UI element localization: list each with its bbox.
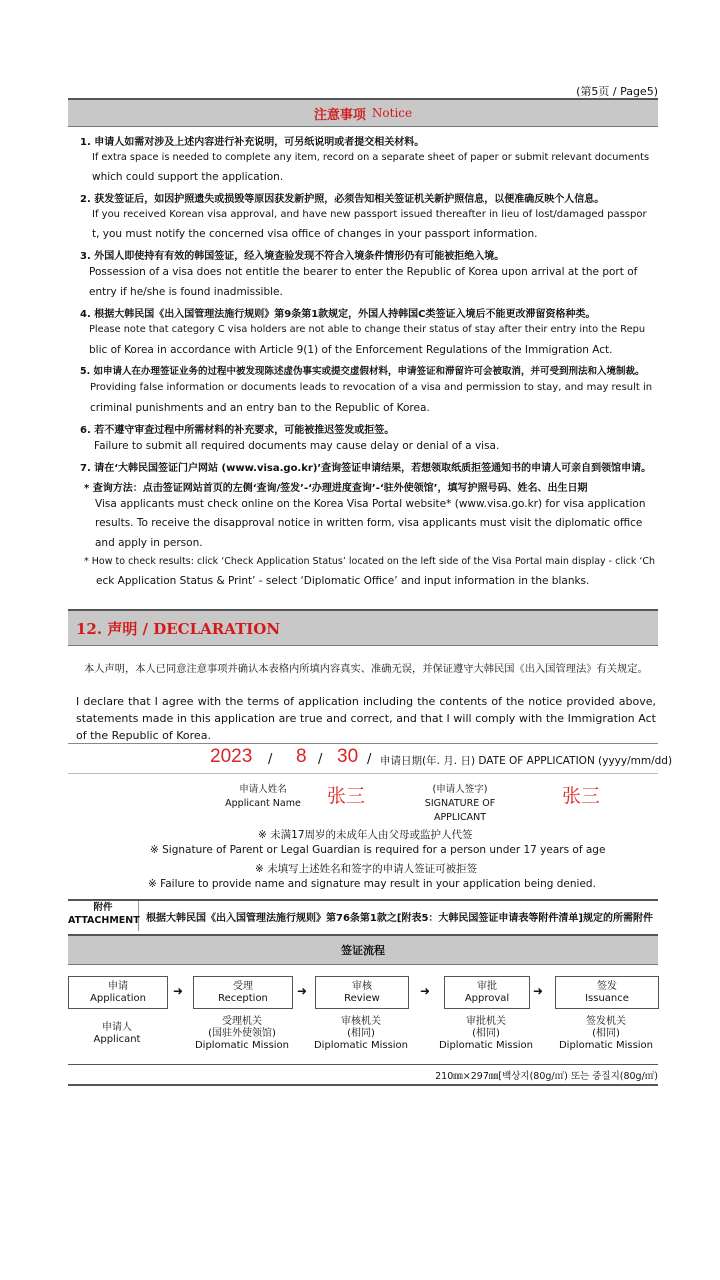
divider bbox=[68, 1064, 658, 1065]
flow-who-issuance: 签发机关 (相同) Diplomatic Mission bbox=[558, 1016, 654, 1051]
notice-header bbox=[68, 98, 658, 127]
notice-line: * 查询方法：点击签证网站首页的左侧‘查询/签发’-‘办理进度查询’-‘驻外使领馆’，填写护照号码、姓名、出生日期 bbox=[84, 483, 588, 494]
notice-line: If you received Korean visa approval, and have new passport issued thereafter in lieu of lost/damaged passpor bbox=[92, 209, 647, 220]
flow-who-application: 申请人 Applicant bbox=[93, 1022, 141, 1045]
notice-title-zh: 注意事项 bbox=[313, 107, 366, 123]
notice-line: If extra space is needed to complete any item, record on a separate sheet of paper or submit relevant documents bbox=[92, 152, 650, 163]
date-separator: / bbox=[268, 752, 273, 767]
flow-step-approval: 审批 Approval bbox=[444, 976, 530, 1009]
flow-step-issuance: 签发 Issuance bbox=[555, 976, 659, 1009]
notice-line: 7. 请在‘大韩民国签证门户网站 (www.visa.go.kr)’查询签证申请结果，若想领取纸质拒签通知书的申请人可亲自到领馆申请。 bbox=[80, 463, 652, 474]
notice-line: Please note that category C visa holders are not able to change their status of stay after their entry into the Repu bbox=[89, 324, 645, 335]
notice-line: t, you must notify the concerned visa office of changes in your passport information. bbox=[92, 228, 538, 240]
date-label: 申请日期(年. 月. 日) DATE OF APPLICATION (yyyy/mm/dd) bbox=[380, 755, 673, 767]
notice-line: results. To receive the disapproval notice in written form, visa applicants must visit the diplomatic office bbox=[95, 517, 643, 529]
attachment-text: 根据大韩民国《出入国管理法施行规则》第76条第1款之[附表5：大韩民国签证申请表等附件清单]规定的所需附件 bbox=[146, 913, 653, 924]
notice-line: blic of Korea in accordance with Article 9(1) of the Enforcement Regulations of the Immigration Act. bbox=[89, 344, 613, 356]
date-separator: / bbox=[367, 752, 372, 767]
notice-line: and apply in person. bbox=[95, 537, 203, 549]
signature-label: (申请人签字) SIGNATURE OF APPLICANT bbox=[424, 784, 496, 823]
divider bbox=[68, 743, 658, 744]
applicant-name-value[interactable]: 张三 bbox=[327, 785, 366, 807]
declaration-text-en: I declare that I agree with the terms of application including the contents of the notice provided above, statements made in this application are true and correct, and that I will comply with the Immigration Act of the Republic of Korea. bbox=[76, 695, 656, 742]
notice-line: Visa applicants must check online on the Korea Visa Portal website* (www.visa.go.kr) for visa application bbox=[95, 498, 646, 510]
paper-spec: 210㎜×297㎜[백상지(80g/㎡) 또는 중질지(80g/㎡) bbox=[435, 1071, 658, 1082]
divider bbox=[68, 773, 658, 774]
declaration-title: 12. 声明 / DECLARATION bbox=[76, 619, 281, 638]
date-year[interactable]: 2023 bbox=[210, 746, 253, 767]
flow-who-approval: 审批机关 (相同) Diplomatic Mission bbox=[438, 1016, 534, 1051]
flow-step-review: 审核 Review bbox=[315, 976, 409, 1009]
divider bbox=[68, 1084, 658, 1086]
flow-who-review: 审核机关 (相同) Diplomatic Mission bbox=[313, 1016, 409, 1051]
notice-line: Failure to submit all required documents may cause delay or denial of a visa. bbox=[94, 440, 500, 452]
date-separator: / bbox=[318, 752, 323, 767]
arrow-right-icon: ➜ bbox=[297, 984, 308, 998]
applicant-name-label: 申请人姓名 Applicant Name bbox=[225, 784, 301, 809]
notice-line: eck Application Status & Print’ - select ‘Diplomatic Office’ and input information in the blanks. bbox=[96, 575, 590, 587]
flow-header bbox=[68, 934, 658, 965]
declaration-text-zh: 本人声明，本人已同意注意事项并确认本表格内所填内容真实、准确无误，并保证遵守大韩民国《出入国管理法》有关规定。 bbox=[84, 663, 648, 675]
date-day[interactable]: 30 bbox=[337, 746, 359, 767]
page-number: (第5页 / Page5) bbox=[576, 85, 658, 98]
notice-line: Providing false information or documents leads to revocation of a visa and permission to stay, and may result in bbox=[90, 382, 653, 393]
notice-line: 5. 如申请人在办理签证业务的过程中被发现陈述虚伪事实或提交虚假材料，申请签证和滞留许可会被取消，并可受到刑法和入境制裁。 bbox=[80, 366, 645, 377]
declaration-header bbox=[68, 609, 658, 646]
arrow-right-icon: ➜ bbox=[420, 984, 431, 998]
attachment-label: 附件 ATTACHMENT bbox=[68, 901, 139, 931]
notice-title-en: Notice bbox=[371, 106, 413, 120]
date-month[interactable]: 8 bbox=[296, 746, 307, 767]
notice-line: which could support the application. bbox=[92, 171, 284, 183]
arrow-right-icon: ➜ bbox=[173, 984, 184, 998]
note-guardian-zh: ※ 未满17周岁的未成年人由父母或监护人代签 bbox=[258, 829, 473, 841]
notice-line: 6. 若不遵守审查过程中所需材料的补充要求，可能被推迟签发或拒签。 bbox=[80, 425, 395, 436]
arrow-right-icon: ➜ bbox=[533, 984, 544, 998]
notice-line: criminal punishments and an entry ban to the Republic of Korea. bbox=[90, 402, 430, 414]
notice-line: 2. 获发签证后，如因护照遗失或损毁等原因获发新护照，必须告知相关签证机关新护照信息，以便准确反映个人信息。 bbox=[80, 194, 605, 205]
notice-line: 4. 根据大韩民国《出入国管理法施行规则》第9条第1款规定，外国人持韩国C类签证入境后不能更改滞留资格种类。 bbox=[80, 309, 596, 320]
flow-who-reception: 受理机关 (国驻外使领馆) Diplomatic Mission bbox=[194, 1016, 290, 1051]
notice-line: Possession of a visa does not entitle the bearer to enter the Republic of Korea upon arrival at the port of bbox=[89, 266, 638, 278]
note-denial-zh: ※ 未填写上述姓名和签字的申请人签证可被拒签 bbox=[255, 863, 478, 875]
flow-step-reception: 受理 Reception bbox=[193, 976, 293, 1009]
notice-line: 1. 申请人如需对涉及上述内容进行补充说明，可另纸说明或者提交相关材料。 bbox=[80, 137, 425, 148]
flow-step-application: 申请 Application bbox=[68, 976, 168, 1009]
notice-line: entry if he/she is found inadmissible. bbox=[89, 286, 283, 298]
signature-value[interactable]: 张三 bbox=[562, 785, 601, 807]
flow-title: 签证流程 bbox=[341, 944, 385, 957]
notice-line: 3. 外国人即使持有有效的韩国签证，经入境查验发现不符合入境条件情形仍有可能被拒绝入境。 bbox=[80, 251, 505, 262]
note-denial-en: ※ Failure to provide name and signature may result in your application being denied. bbox=[148, 878, 596, 890]
note-guardian-en: ※ Signature of Parent or Legal Guardian is required for a person under 17 years of age bbox=[150, 844, 606, 856]
divider bbox=[68, 899, 658, 901]
notice-line: * How to check results: click ‘Check Application Status’ located on the left side of the Visa Portal main display - click ‘Ch bbox=[84, 556, 656, 567]
